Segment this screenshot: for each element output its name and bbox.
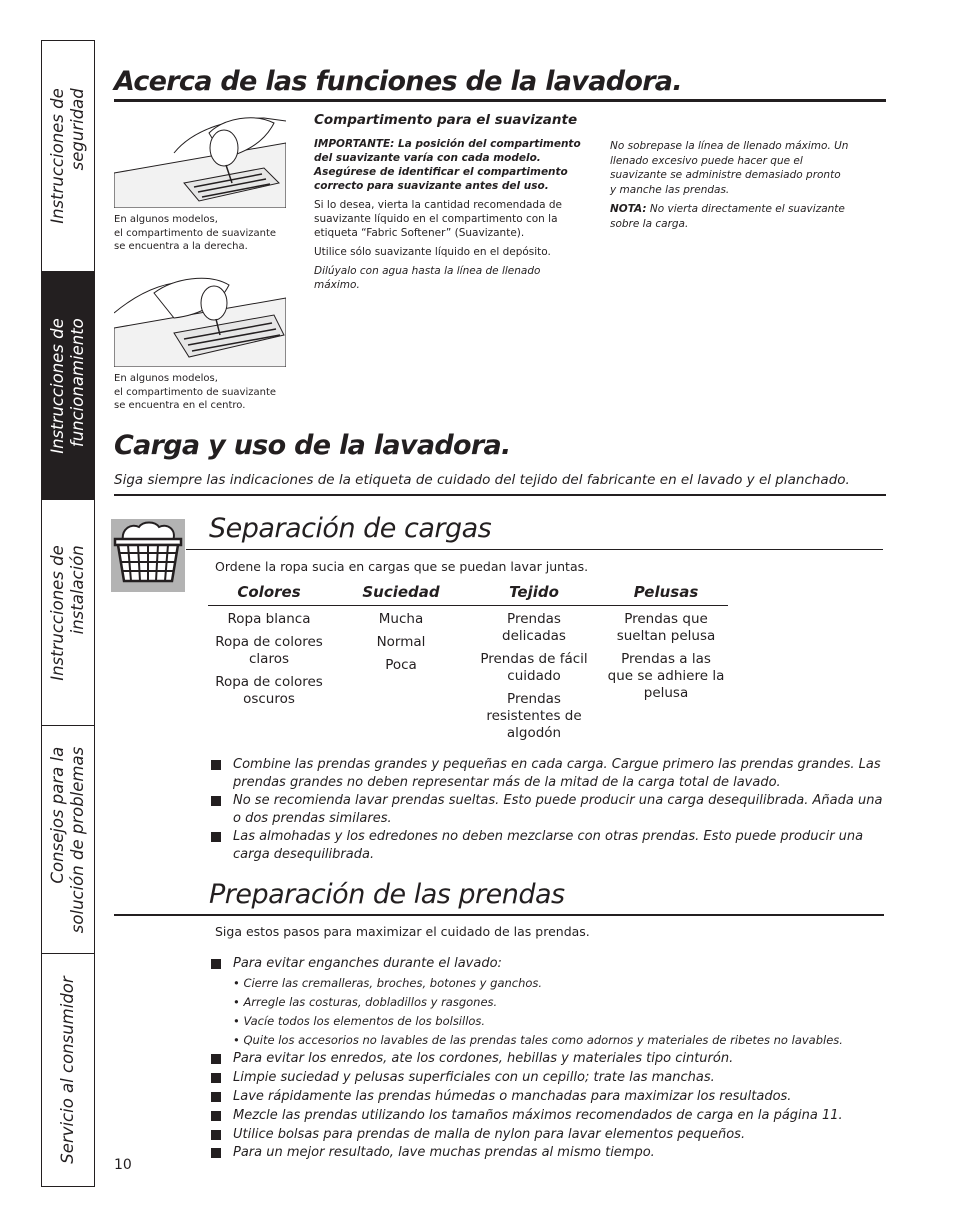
table-cell: Ropa de colores oscuros [215, 674, 323, 707]
table-header-rule [208, 605, 728, 606]
softener-text-block [314, 113, 584, 292]
tab-label-line1: Consejos para la [48, 746, 67, 884]
preparacion-title: Preparación de las prendas [209, 879, 565, 910]
section-title-funciones: Acerca de las funciones de la lavadora. [114, 66, 682, 97]
softener-dispenser-photo-center [114, 273, 286, 367]
table-column-suciedad [342, 611, 460, 680]
tab-instrucciones-de-instalacion[interactable] [42, 500, 94, 726]
section-title-carga: Carga y uso de la lavadora. [114, 430, 511, 461]
tab-label-line1: Instrucciones de [48, 544, 67, 681]
list-item: Las almohadas y los edredones no deben mezclarse con otras prendas. Esto puede producir una carga desequilibrada. [211, 828, 886, 864]
side-tab-strip [41, 40, 95, 1187]
sub-bullet-list [233, 974, 886, 1050]
tab-instrucciones-de-seguridad[interactable] [42, 41, 94, 272]
table-cell: Poca [385, 657, 417, 673]
list-item: Limpie suciedad y pelusas superficiales con un cepillo; trate las manchas. [211, 1069, 886, 1088]
important-note: IMPORTANTE: La posición del compartimento del suavizante varía con cada modelo. Asegúrese de identificar el compartimento correcto para suavizante antes del uso. [314, 138, 581, 192]
laundry-basket-icon [111, 519, 185, 592]
tab-label-line2: funcionamiento [68, 317, 87, 447]
table-cell: Ropa de colores claros [215, 634, 323, 667]
tab-label-line2: solución de problemas [68, 746, 87, 933]
table-header-tejido: Tejido [509, 583, 559, 601]
table-header-pelusas: Pelusas [633, 583, 699, 601]
table-column-colores [210, 611, 328, 714]
caption-line: En algunos modelos, [114, 373, 218, 384]
softener-para: Si lo desea, vierta la cantidad recomendada de suavizante líquido en el compartimento con la etiqueta “Fabric Softener” (Suavizante). [314, 199, 562, 239]
table-cell: Mucha [378, 611, 424, 627]
caption-line: se encuentra a la derecha. [114, 241, 248, 252]
tab-label-line1: Instrucciones de [48, 88, 67, 224]
preparacion-intro: Siga estos pasos para maximizar el cuidado de las prendas. [215, 924, 590, 939]
tab-label-line1: Instrucciones de [48, 317, 67, 454]
separacion-rule [186, 549, 883, 550]
table-cell: Normal [376, 634, 426, 650]
bullet-square-icon [211, 832, 221, 842]
sub-list-item: • Vacíe todos los elementos de los bolsillos. [233, 1013, 486, 1028]
section-rule [114, 99, 886, 102]
table-header-colores: Colores [237, 583, 301, 601]
tab-instrucciones-de-funcionamiento[interactable] [42, 272, 94, 500]
separacion-bullet-list [211, 756, 886, 864]
list-item: Para un mejor resultado, lave muchas prendas al mismo tiempo. [211, 1144, 886, 1163]
table-cell: Prendas que sueltan pelusa [616, 611, 716, 644]
nota-label: NOTA: [610, 203, 647, 215]
table-column-pelusas [607, 611, 725, 708]
table-cell: Prendas delicadas [502, 611, 566, 644]
caption-line: el compartimento de suavizante [114, 386, 277, 398]
tab-label-line2: instalación [68, 544, 87, 634]
sub-list-item: • Quite los accesorios no lavables de las prendas tales como adornos y materiales de ribetes no lavables. [233, 1032, 843, 1047]
bullet-square-icon [211, 1130, 221, 1140]
preparacion-bullet-list [211, 955, 886, 1163]
bullet-square-icon [211, 1148, 221, 1158]
table-cell: Prendas resistentes de algodón [486, 691, 582, 741]
bullet-square-icon [211, 1054, 221, 1064]
page-number: 10 [114, 1157, 132, 1173]
section-subtitle: Siga siempre las indicaciones de la etiqueta de cuidado del tejido del fabricante en el lavado y el planchado. [114, 472, 850, 488]
table-cell: Prendas de fácil cuidado [480, 651, 588, 684]
caption-line: En algunos modelos, [114, 214, 218, 225]
photo-caption-right [114, 213, 276, 254]
table-cell: Prendas a las que se adhiere la pelusa [607, 651, 725, 701]
table-column-tejido [475, 611, 593, 748]
nota-text: No vierta directamente el suavizante sobre la carga. [610, 203, 845, 230]
tab-servicio-al-consumidor[interactable] [42, 954, 94, 1186]
sub-list-item: • Arregle las costuras, dobladillos y rasgones. [233, 994, 498, 1009]
sub-list-item: • Cierre las cremalleras, broches, botones y ganchos. [233, 975, 543, 990]
overfill-note: No sobrepase la línea de llenado máximo. Un llenado excesivo puede hacer que el suavizante se administre demasiado pronto y manche las prendas. [610, 140, 849, 196]
nota [610, 202, 850, 231]
list-item: Para evitar los enredos, ate los cordones, hebillas y materiales tipo cinturón. [211, 1050, 886, 1069]
tab-label: Servicio al consumidor [58, 976, 77, 1164]
tab-label-line2: seguridad [68, 88, 87, 171]
bullet-square-icon [211, 1111, 221, 1121]
separacion-intro: Ordene la ropa sucia en cargas que se puedan lavar juntas. [215, 559, 589, 574]
bullet-square-icon [211, 796, 221, 806]
photo-caption-center [114, 372, 276, 413]
softener-para: Utilice sólo suavizante líquido en el depósito. [314, 246, 551, 258]
caption-line: el compartimento de suavizante [114, 227, 277, 239]
list-item: Utilice bolsas para prendas de malla de nylon para lavar elementos pequeños. [211, 1126, 886, 1145]
list-item: Lave rápidamente las prendas húmedas o manchadas para maximizar los resultados. [211, 1088, 886, 1107]
tab-consejos-solucion-de-problemas[interactable] [42, 726, 94, 954]
list-item: Combine las prendas grandes y pequeñas en cada carga. Cargue primero las prendas grandes. Las prendas grandes no deben representar más de la mitad de la carga total de lavado. [211, 756, 886, 792]
softener-side-note [610, 139, 850, 231]
caption-line: se encuentra en el centro. [114, 400, 246, 411]
bullet-square-icon [211, 1092, 221, 1102]
separacion-title: Separación de cargas [209, 513, 492, 544]
softener-para: Dilúyalo con agua hasta la línea de llenado máximo. [314, 265, 541, 291]
preparacion-rule [114, 914, 884, 916]
section-rule [114, 494, 886, 496]
bullet-square-icon [211, 1073, 221, 1083]
table-header-suciedad: Suciedad [362, 583, 440, 601]
bullet-square-icon [211, 760, 221, 770]
subheading: Compartimento para el suavizante [314, 112, 578, 128]
table-cell: Ropa blanca [227, 611, 311, 627]
list-item: Mezcle las prendas utilizando los tamaños máximos recomendados de carga en la página 11. [211, 1107, 886, 1126]
bullet-square-icon [211, 959, 221, 969]
list-item: Para evitar enganches durante el lavado: • Cierre las cremalleras, broches, botones y ganchos. • Arregle las costuras, dobladillos y rasgones. • Vacíe todos los elementos de los bolsillos. • Quite los accesorios no lavables de las prendas tales como adornos y materiales de ribetes no lavables. [211, 955, 886, 1050]
list-item: No se recomienda lavar prendas sueltas. Esto puede producir una carga desequilibrada. Añada una o dos prendas similares. [211, 792, 886, 828]
softener-dispenser-photo-right [114, 113, 286, 208]
